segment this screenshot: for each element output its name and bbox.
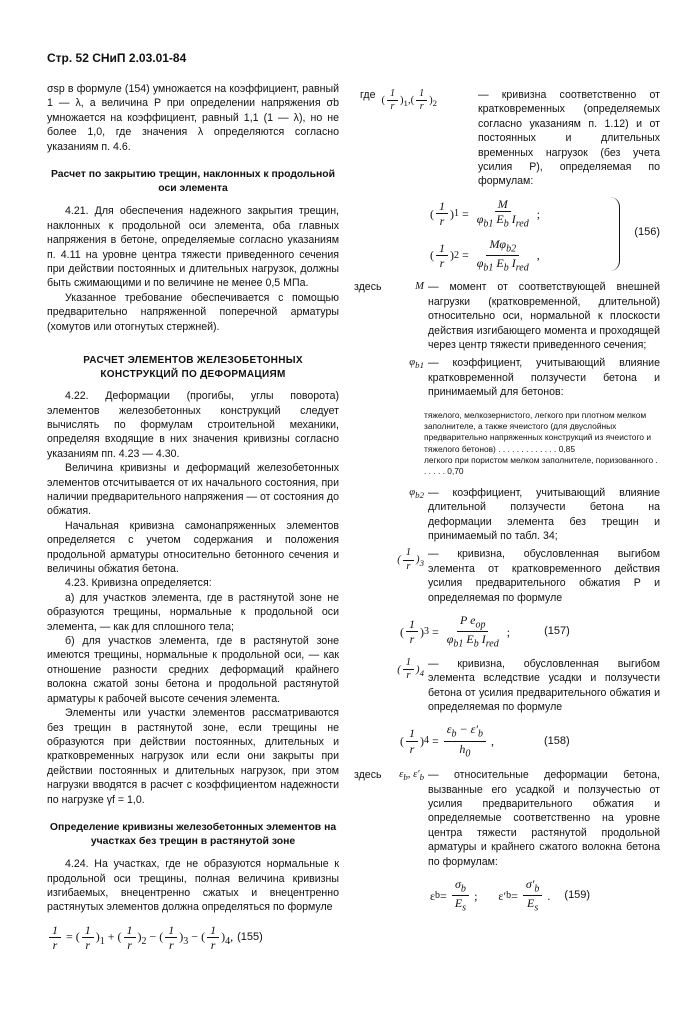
equation-number-158: (158) bbox=[543, 734, 570, 747]
concrete-type-heavy: тяжелого, мелкозернистого, легкого при плотном мелком заполнителе, а также ячеистого (для двуслойных предварительно напряженных конструкций из ячеистого и тяжелого бетонов) . . . . . . . . . . . . . 0,85 bbox=[424, 409, 652, 454]
equation-number-159: (159) bbox=[564, 889, 591, 902]
paragraph-elements-no-cracks: Элементы или участки элементов рассматриваются без трещин в растянутой зоне, если трещины не образуются при действии постоянных, длительных и кратковременных нагрузок или если они закрыты при действии постоянных и длительных нагрузок, при этом нагрузки вводятся в расчет с коэффициентом надежности по нагрузке γf = 1,0. bbox=[47, 707, 339, 806]
right-column bbox=[354, 82, 660, 915]
definition-phi-b2: $\varphi_{b2}$ — коэффициент, учитывающий влияние длительной ползучести бетона на деформации элемента без трещин и принимаемый по табл. 34; bbox=[409, 486, 660, 542]
formula-brace bbox=[609, 197, 620, 271]
definition-text-epsilon: — относительные деформации бетона, вызванные его усадкой и ползучестью от усилия предварительного обжатия и определяемые соответственно на уровне центра тяжести растянутой продольной арматуры и крайнего сжатого волокна бетона по формулам: bbox=[428, 769, 660, 868]
paragraph-curvature-value: Величина кривизны и деформаций железобетонных элементов отсчитывается от их начального состояния, при наличии предварительного напряжения — от состояния до обжатия. bbox=[47, 462, 339, 518]
equation-number-155: (155) bbox=[237, 931, 263, 944]
definition-text-curvature-3: — кривизна, обусловленная выгибом элемента от кратковременного действия усилия предварительного обжатия P и определяемая по формуле bbox=[428, 548, 660, 604]
symbol-curvature-1-2: где ( $\frac{1}{r}$ )$_1$,( $\frac{1}{r}$ )$_2$ bbox=[360, 88, 438, 112]
concrete-coefficients-list bbox=[424, 410, 660, 478]
concrete-light-value: 0,70 bbox=[447, 466, 464, 477]
definition-text-curvature-1-2: — кривизна соответственно от кратковременных (определяемых согласно указаниям п. 1.12) и от постоянных и длительных временных нагрузок (без учета усилия P), определяемая по формулам: bbox=[478, 89, 660, 188]
definition-curvature-4: ( $\frac{1}{r}$ )$_4$ — кривизна, обусловленная выгибом элемента вследствие усадки и ползучести бетона от усилия предварительного обжатия и определяемая по формуле bbox=[397, 656, 660, 713]
equation-number-156: (156) bbox=[634, 225, 660, 238]
section-caption-deformations: РАСЧЕТ ЭЛЕМЕНТОВ ЖЕЛЕЗОБЕТОННЫХ КОНСТРУКЦИЙ ПО ДЕФОРМАЦИЯМ bbox=[83, 354, 303, 380]
heading-curvature-no-cracks: Определение кривизны железобетонных элементов на участках без трещин в растянутой зоне bbox=[49, 821, 337, 848]
formula-156 bbox=[360, 197, 660, 275]
concrete-heavy-text: тяжелого, мелкозернистого, легкого при плотном мелком заполнителе, а также ячеистого (для двуслойных предварительно напряженных конструкций из ячеистого и тяжелого бетонов) bbox=[424, 409, 652, 454]
where-label: где bbox=[360, 89, 376, 101]
here-label: здесь bbox=[354, 281, 382, 294]
here-label-2: здесь bbox=[354, 769, 382, 782]
heading-crack-closing: Расчет по закрытию трещин, наклонных к продольной оси элемента bbox=[50, 169, 335, 195]
paragraph-4-21: 4.21. Для обеспечения надежного закрытия трещин, наклонных к продольной оси элемента, оба главных напряжения в бетоне, определяемые согласно указаниям п. 4.11 на уровне центра тяжести приведенного сечения при действии постоянных и длительных нагрузок, должны быть сжимающими и по величине не менее 0,5 МПа. bbox=[47, 205, 339, 290]
formula-157: ( $\frac{1}{r}$ ) 3 = $\frac{P e_{op}}{\varphi_{b1} E_b I_{red}}$ ; (157) bbox=[400, 612, 570, 650]
paragraph-initial-curvature: Начальная кривизна самонапряженных элементов определяется с учетом содержания и положения продольной арматуры относительно бетонного сечения и величины обжатия бетона. bbox=[47, 519, 339, 576]
formula-156-line-1: ( $\frac{1}{r}$ ) 1 = $\frac{M}{\varphi_{b1} E_b I_{red}}$ ; bbox=[430, 196, 541, 230]
paragraph-4-24: 4.24. На участках, где не образуются нормальные к продольной оси трещины, полная величина кривизны изгибаемых, внецентренно сжатых и внецентренно растянутых элементов должна определяться по формуле bbox=[47, 858, 339, 914]
formula-159: ε b = $\frac{\sigma_b}{E_s}$ ; ε′ b = $\frac{\sigma'_b}{E_s}$ . (159) bbox=[430, 877, 591, 914]
paragraph-item-a: а) для участков элемента, где в растянутой зоне не образуются трещины, нормальные к продольной оси элемента, — как для сплошного тела; bbox=[47, 591, 339, 633]
definition-M: здесь M — момент от соответствующей внешней нагрузки (кратковременной, длительной) относительно оси, нормальной к плоскости действия изгибающего момента и проходящей через центр тяжести приведенного сечения; bbox=[354, 281, 660, 352]
page-header: Стр. 52 СНиП 2.03.01-84 bbox=[47, 51, 187, 65]
formula-156-line-2: ( $\frac{1}{r}$ ) 2 = $\frac{M\varphi_{b2}}{\varphi_{b1} E_b I_{red}}$ , bbox=[430, 236, 540, 274]
definition-phi-b1: $\varphi_{b1}$ — коэффициент, учитывающий влияние кратковременной ползучести бетона и принимаемый для бетонов: bbox=[409, 357, 660, 399]
definition-epsilon: здесь $\varepsilon_b$, $\varepsilon'_b$ — относительные деформации бетона, вызванные его усадкой и ползучестью от усилия предварительного обжатия и определяемые соответственно на уровне центра тяжести растянутой продольной арматуры и крайнего сжатого волокна бетона по формулам: bbox=[354, 769, 660, 868]
paragraph-4-22: 4.22. Деформации (прогибы, углы поворота) элементов железобетонных конструкций следует вычислять по формулам строительной механики, определяя входящие в них значения кривизны согласно указаниям пп. 4.23 — 4.30. bbox=[47, 390, 339, 460]
definition-text-M: — момент от соответствующей внешней нагрузки (кратковременной, длительной) относительно оси, нормальной к плоскости действия изгибающего момента и проходящей через центр тяжести приведенного сечения; bbox=[428, 281, 660, 352]
formula-155: $\frac{1}{r}$ = ( $\frac{1}{r}$ )$_1$ + ( $\frac{1}{r}$ )$_2$ − ( $\frac{1}{r}$ )$_3$ − ( $\frac{1}{r}$ )$_4$, (155) bbox=[47, 923, 339, 953]
equation-number-157: (157) bbox=[544, 625, 570, 638]
left-column bbox=[47, 82, 339, 953]
paragraph-sigma-sp: σsp в формуле (154) умножается на коэффициент, равный 1 — λ, а величина P при определении напряжения σb умножается на коэффициент, равный 1,1 (1 — λ), но не более 1,0, где значения λ определяются согласно указаниям п. 4.6. bbox=[47, 83, 339, 153]
concrete-light-text: легкого при пористом мелком заполнителе, поризованного bbox=[424, 455, 654, 466]
definition-curvature-3: ( $\frac{1}{r}$ )$_3$ — кривизна, обусловленная выгибом элемента от кратковременного действия усилия предварительного обжатия P и определяемая по формуле bbox=[397, 547, 660, 604]
concrete-type-light: легкого при пористом мелком заполнителе, поризованного . . . . . . 0,70 bbox=[424, 455, 658, 477]
definition-curvature-1-2 bbox=[360, 88, 660, 189]
definition-text-curvature-4: — кривизна, обусловленная выгибом элемента вследствие усадки и ползучести бетона от усилия предварительного обжатия и определяемая по формуле bbox=[428, 657, 660, 713]
formula-158: ( $\frac{1}{r}$ ) 4 = $\frac{\varepsilon_b - \varepsilon'_b}{h_0}$ , (158) bbox=[400, 722, 570, 760]
paragraph-item-b: б) для участков элемента, где в растянутой зоне имеются трещины, нормальные к продольной оси, — как отношение разности средних деформаций крайнего волокна сжатой зоны бетона и продольной растянутой арматуры к рабочей высоте сечения элемента. bbox=[47, 635, 339, 705]
definition-text-phi-b1: — коэффициент, учитывающий влияние кратковременной ползучести бетона и принимаемый для бетонов: bbox=[428, 357, 660, 399]
paragraph-4-23: 4.23. Кривизна определяется: bbox=[65, 577, 212, 590]
definition-text-phi-b2: — коэффициент, учитывающий влияние длительной ползучести бетона на деформации элемента без трещин и принимаемый по табл. 34; bbox=[428, 486, 660, 542]
concrete-heavy-value: 0,85 bbox=[558, 443, 575, 454]
paragraph-requirement: Указанное требование обеспечивается с помощью предварительно напряженной поперечной арматуры (хомутов или отогнутых стержней). bbox=[47, 291, 339, 333]
